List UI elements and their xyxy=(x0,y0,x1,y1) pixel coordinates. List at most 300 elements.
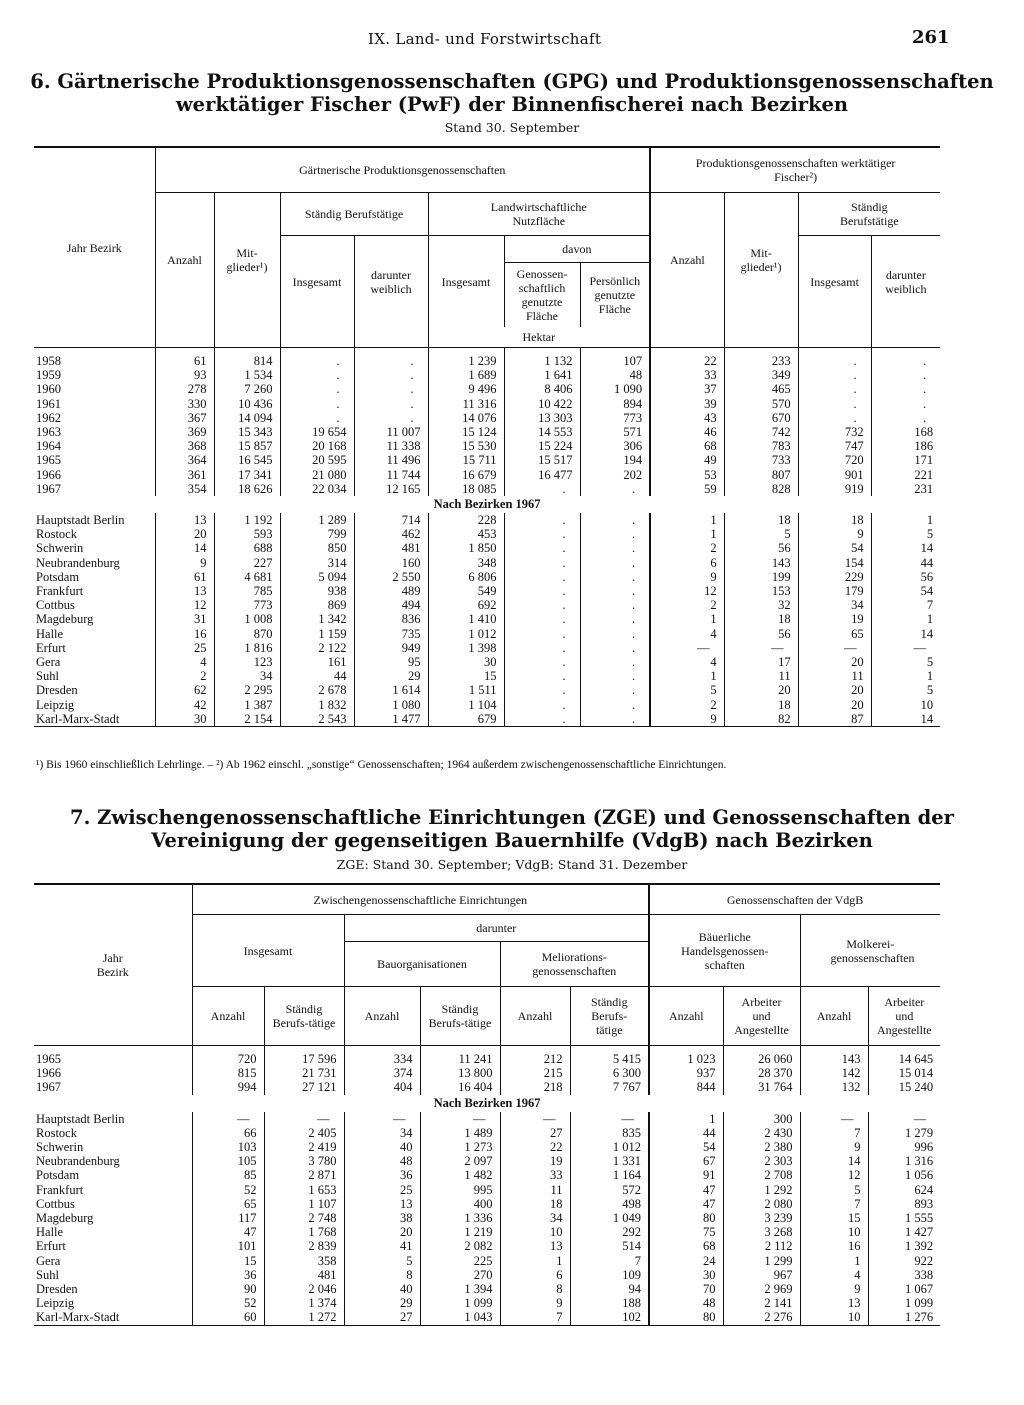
table-row xyxy=(34,1239,940,1253)
table-cell: 733 xyxy=(724,453,798,467)
table-cell: 25 xyxy=(155,641,214,655)
row-label: Rostock xyxy=(36,527,77,542)
table-cell: 922 xyxy=(868,1254,940,1268)
table-cell: 1 xyxy=(650,612,724,626)
table-cell: 65 xyxy=(192,1197,264,1211)
table-cell: 14 645 xyxy=(868,1052,940,1066)
table-cell: 893 xyxy=(868,1197,940,1211)
table-cell: 17 596 xyxy=(264,1052,344,1066)
table6 xyxy=(34,146,940,727)
table-cell: 2 969 xyxy=(723,1282,800,1296)
table-cell: 10 436 xyxy=(214,397,280,411)
table-cell: 5 xyxy=(344,1254,420,1268)
table-cell: 870 xyxy=(214,627,280,641)
table7-subtitle: ZGE: Stand 30. September; VdgB: Stand 31. Dezember xyxy=(336,857,688,872)
table-cell: 1 xyxy=(650,669,724,683)
table-cell: 9 xyxy=(800,1140,868,1154)
table-cell: 5 xyxy=(724,527,798,541)
table-cell: — xyxy=(570,1112,649,1126)
table-cell: 47 xyxy=(192,1225,264,1239)
table-cell: 82 xyxy=(724,712,798,727)
table-cell: 11 xyxy=(798,669,871,683)
table-row xyxy=(34,541,940,555)
table-cell: 1 336 xyxy=(420,1211,500,1225)
table-cell: 15 530 xyxy=(428,439,504,453)
table-cell: 367 xyxy=(155,411,214,425)
table-cell: 13 xyxy=(155,584,214,598)
table-cell: — xyxy=(264,1112,344,1126)
table-cell: 773 xyxy=(580,411,650,425)
table-cell: 143 xyxy=(800,1052,868,1066)
table7-title-line2: Vereinigung der gegenseitigen Bauernhilfe (VdgB) nach Bezirken xyxy=(151,829,873,852)
table-row xyxy=(34,453,940,467)
table-cell: 33 xyxy=(650,368,724,382)
table-cell: 142 xyxy=(800,1066,868,1080)
t7-head-handel-arbeiter: Arbeiter und Angestellte xyxy=(723,987,800,1046)
table-cell: . xyxy=(580,527,650,541)
row-label: Suhl xyxy=(36,669,59,684)
table-cell: 52 xyxy=(192,1296,264,1310)
table-cell: 11 496 xyxy=(354,453,428,467)
table-cell: 20 xyxy=(344,1225,420,1239)
table-cell: 453 xyxy=(428,527,504,541)
t6-head-davon: davon xyxy=(504,236,650,263)
table-cell: 1 xyxy=(871,612,940,626)
table-row xyxy=(34,1080,940,1094)
table-cell: 18 xyxy=(724,513,798,527)
table-cell: 19 xyxy=(798,612,871,626)
row-label: Halle xyxy=(36,626,64,641)
t7-head-anzahl: Anzahl xyxy=(192,987,264,1046)
table-cell: 29 xyxy=(354,669,428,683)
table-cell: . xyxy=(580,513,650,527)
row-label: Dresden xyxy=(36,1282,78,1297)
table-cell: 161 xyxy=(280,655,354,669)
row-label: Potsdam xyxy=(36,1168,80,1183)
table-cell: 2 112 xyxy=(723,1239,800,1253)
table-cell: 40 xyxy=(344,1140,420,1154)
table-cell: 1 049 xyxy=(570,1211,649,1225)
row-label: Rostock xyxy=(36,1125,77,1140)
table-row xyxy=(34,382,940,396)
table-cell: . xyxy=(580,698,650,712)
table-cell: 7 xyxy=(500,1310,570,1325)
table-cell: 368 xyxy=(155,439,214,453)
table-cell: 20 xyxy=(155,527,214,541)
table-cell: 52 xyxy=(192,1183,264,1197)
table-row xyxy=(34,482,940,496)
table-cell: 179 xyxy=(798,584,871,598)
table-cell: 229 xyxy=(798,570,871,584)
table-cell: 5 094 xyxy=(280,570,354,584)
section-heading: Nach Bezirken 1967 xyxy=(433,1096,541,1110)
table-row xyxy=(34,641,940,655)
table-cell: 194 xyxy=(580,453,650,467)
table-cell: 1 219 xyxy=(420,1225,500,1239)
table-row xyxy=(34,1282,940,1296)
table-cell: 5 415 xyxy=(570,1052,649,1066)
table-cell: 334 xyxy=(344,1052,420,1066)
table-row xyxy=(34,354,940,368)
t7-head-molk-arbeiter: Arbeiter und Angestellte xyxy=(868,987,940,1046)
table-cell: 5 xyxy=(871,683,940,697)
table-cell: 10 xyxy=(800,1310,868,1325)
table-cell: . xyxy=(580,570,650,584)
table-cell: 5 xyxy=(871,527,940,541)
table-cell: 34 xyxy=(344,1126,420,1140)
table-cell: 9 496 xyxy=(428,382,504,396)
table-row xyxy=(34,584,940,598)
table-cell: 15 014 xyxy=(868,1066,940,1080)
table-cell: 13 303 xyxy=(504,411,580,425)
table-cell: 16 xyxy=(155,627,214,641)
table-cell: 714 xyxy=(354,513,428,527)
table-cell: 15 xyxy=(800,1211,868,1225)
table-cell: 1 342 xyxy=(280,612,354,626)
table-cell: 44 xyxy=(280,669,354,683)
t6-head-pwf: Produktionsgenossenschaften werktätiger Fischer²) xyxy=(650,147,940,193)
table-cell: 8 xyxy=(500,1282,570,1296)
table-cell: . xyxy=(871,397,940,411)
table-cell: 143 xyxy=(724,556,798,570)
table-cell: 218 xyxy=(500,1080,570,1094)
table-cell: 13 xyxy=(155,513,214,527)
table-row xyxy=(34,1254,940,1268)
row-label: Magdeburg xyxy=(36,1211,94,1226)
table-cell: 14 xyxy=(155,541,214,555)
table-cell: 61 xyxy=(155,570,214,584)
table-cell: 11 007 xyxy=(354,425,428,439)
table-cell: 2 082 xyxy=(420,1239,500,1253)
table-cell: 18 xyxy=(798,513,871,527)
section-title: IX. Land- und Forstwirtschaft xyxy=(368,30,602,48)
table-cell: 679 xyxy=(428,712,504,727)
table-row xyxy=(34,1168,940,1182)
table-cell: 514 xyxy=(570,1239,649,1253)
table-cell: 2 550 xyxy=(354,570,428,584)
table-cell: 18 xyxy=(500,1197,570,1211)
table-cell: 4 xyxy=(650,627,724,641)
table7-title-line1: 7. Zwischengenossenschaftliche Einrichtungen (ZGE) und Genossenschaften der xyxy=(70,806,954,829)
row-label: Erfurt xyxy=(36,640,66,655)
table-cell: 154 xyxy=(798,556,871,570)
table-cell: 2 839 xyxy=(264,1239,344,1253)
table-cell: 14 553 xyxy=(504,425,580,439)
row-label: 1962 xyxy=(36,410,61,425)
table-cell: 348 xyxy=(428,556,504,570)
table-cell: . xyxy=(504,612,580,626)
table-cell: 75 xyxy=(649,1225,723,1239)
table-cell: . xyxy=(504,541,580,555)
table-cell: 919 xyxy=(798,482,871,496)
table-cell: 16 477 xyxy=(504,468,580,482)
table-row xyxy=(34,1066,940,1080)
table-cell: 9 xyxy=(800,1282,868,1296)
table-row xyxy=(34,468,940,482)
table-cell: 2 871 xyxy=(264,1168,344,1182)
table-cell: 40 xyxy=(344,1282,420,1296)
table-cell: 9 xyxy=(155,556,214,570)
table-cell: 1 xyxy=(500,1254,570,1268)
table-cell: 14 094 xyxy=(214,411,280,425)
t6-head-hektar: Hektar xyxy=(428,327,650,348)
table-cell: 4 xyxy=(650,655,724,669)
table-cell: 68 xyxy=(649,1239,723,1253)
t6-head-anzahl: Anzahl xyxy=(155,193,214,328)
table-cell: 70 xyxy=(649,1282,723,1296)
table-cell: 1 555 xyxy=(868,1211,940,1225)
table-cell: 785 xyxy=(214,584,280,598)
table-cell: 9 xyxy=(500,1296,570,1310)
row-label: 1963 xyxy=(36,425,61,440)
table-cell: 4 681 xyxy=(214,570,280,584)
row-label: Cottbus xyxy=(36,1196,75,1211)
table-cell: 292 xyxy=(570,1225,649,1239)
table-cell: 1 410 xyxy=(428,612,504,626)
table-cell: — xyxy=(798,641,871,655)
table-cell: 12 xyxy=(800,1168,868,1182)
table-cell: 688 xyxy=(214,541,280,555)
table-cell: 1 387 xyxy=(214,698,280,712)
table-cell: — xyxy=(650,641,724,655)
table-cell: 9 xyxy=(798,527,871,541)
table-cell: 994 xyxy=(192,1080,264,1094)
table-cell: 1 614 xyxy=(354,683,428,697)
table-cell: 233 xyxy=(724,354,798,368)
table-cell: 869 xyxy=(280,598,354,612)
table-cell: 47 xyxy=(649,1197,723,1211)
t7-head-vdgb: Genossenschaften der VdgB xyxy=(649,884,940,915)
table-cell: 107 xyxy=(580,354,650,368)
table-cell: 93 xyxy=(155,368,214,382)
table-cell: 95 xyxy=(354,655,428,669)
table-cell: 103 xyxy=(192,1140,264,1154)
table-cell: 15 517 xyxy=(504,453,580,467)
row-label: Karl-Marx-Stadt xyxy=(34,1310,192,1325)
table-cell: — xyxy=(800,1112,868,1126)
table-cell: 227 xyxy=(214,556,280,570)
table-cell: . xyxy=(504,527,580,541)
table-cell: 186 xyxy=(871,439,940,453)
table-cell: 7 xyxy=(570,1254,649,1268)
table-cell: 19 xyxy=(500,1154,570,1168)
table-cell: — xyxy=(500,1112,570,1126)
t6-head-genoss: Genossen-schaftlich genutzte Fläche xyxy=(504,263,580,328)
table-row xyxy=(34,1310,940,1325)
table-cell: 358 xyxy=(264,1254,344,1268)
table-cell: . xyxy=(580,612,650,626)
table-cell: 94 xyxy=(570,1282,649,1296)
table-cell: 15 xyxy=(192,1254,264,1268)
table-cell: 28 370 xyxy=(723,1066,800,1080)
table-cell: 105 xyxy=(192,1154,264,1168)
table-cell: 101 xyxy=(192,1239,264,1253)
table-row xyxy=(34,612,940,626)
table-cell: 1 641 xyxy=(504,368,580,382)
table-cell: 3 268 xyxy=(723,1225,800,1239)
table-cell: . xyxy=(504,627,580,641)
page-number: 261 xyxy=(912,27,950,48)
table-cell: 91 xyxy=(649,1168,723,1182)
table-cell: 1 023 xyxy=(649,1052,723,1066)
table-cell: 85 xyxy=(192,1168,264,1182)
table-cell: 2 678 xyxy=(280,683,354,697)
table-cell: 720 xyxy=(192,1052,264,1066)
table-cell: 31 xyxy=(155,612,214,626)
table-cell: . xyxy=(580,655,650,669)
table-cell: . xyxy=(580,598,650,612)
table-cell: 56 xyxy=(871,570,940,584)
table-cell: 11 xyxy=(724,669,798,683)
table-cell: 571 xyxy=(580,425,650,439)
table-row xyxy=(34,411,940,425)
table-cell: . xyxy=(504,712,580,727)
table-cell: 572 xyxy=(570,1183,649,1197)
row-label: Halle xyxy=(36,1225,64,1240)
t6-head-lnf: Landwirtschaftliche Nutzfläche xyxy=(428,193,650,236)
table-cell: 22 xyxy=(500,1140,570,1154)
table-row xyxy=(34,556,940,570)
table-cell: 1 099 xyxy=(868,1296,940,1310)
table-row xyxy=(34,712,940,727)
table-cell: 43 xyxy=(650,411,724,425)
table-cell: . xyxy=(798,397,871,411)
table-row xyxy=(34,1052,940,1066)
table-cell: 15 711 xyxy=(428,453,504,467)
table-cell: . xyxy=(504,641,580,655)
table-cell: . xyxy=(580,584,650,598)
table-cell: 27 xyxy=(500,1126,570,1140)
row-label: Gera xyxy=(36,1253,61,1268)
table-cell: 783 xyxy=(724,439,798,453)
table-cell: 16 679 xyxy=(428,468,504,482)
table-cell: 2 046 xyxy=(264,1282,344,1296)
row-label: Neubrandenburg xyxy=(36,555,120,570)
t6-head-mitglieder: Mit-glieder¹) xyxy=(214,193,280,328)
table-cell: 44 xyxy=(649,1126,723,1140)
table-cell: 850 xyxy=(280,541,354,555)
table-row xyxy=(34,669,940,683)
table-cell: 670 xyxy=(724,411,798,425)
table-cell: 20 168 xyxy=(280,439,354,453)
table-cell: 1 107 xyxy=(264,1197,344,1211)
t7-head-handel-anzahl: Anzahl xyxy=(649,987,723,1046)
table-cell: . xyxy=(580,541,650,555)
table-cell: 498 xyxy=(570,1197,649,1211)
table-cell: 894 xyxy=(580,397,650,411)
t6-head-weiblich: darunter weiblich xyxy=(354,236,428,328)
table-cell: 39 xyxy=(650,397,724,411)
table-cell: 41 xyxy=(344,1239,420,1253)
table6-subtitle: Stand 30. September xyxy=(444,120,580,135)
row-label: Karl-Marx-Stadt xyxy=(34,712,155,727)
table-cell: 1 394 xyxy=(420,1282,500,1296)
table-cell: — xyxy=(724,641,798,655)
table-cell: 2 141 xyxy=(723,1296,800,1310)
row-label: 1966 xyxy=(36,467,61,482)
table-cell: 212 xyxy=(500,1052,570,1066)
table-cell: 20 xyxy=(798,698,871,712)
table-cell: 1 099 xyxy=(420,1296,500,1310)
table-cell: 11 744 xyxy=(354,468,428,482)
table-row xyxy=(34,683,940,697)
table-cell: 1 xyxy=(871,513,940,527)
table-cell: 2 380 xyxy=(723,1140,800,1154)
table-cell: 369 xyxy=(155,425,214,439)
table-cell: 6 300 xyxy=(570,1066,649,1080)
table-row xyxy=(34,1112,940,1126)
table-cell: . xyxy=(871,354,940,368)
table-cell: 270 xyxy=(420,1268,500,1282)
table-cell: 338 xyxy=(868,1268,940,1282)
table-cell: 56 xyxy=(724,541,798,555)
table-cell: 593 xyxy=(214,527,280,541)
table-row xyxy=(34,698,940,712)
table-cell: 15 240 xyxy=(868,1080,940,1094)
table-cell: . xyxy=(354,411,428,425)
table-cell: 2 295 xyxy=(214,683,280,697)
row-label: 1967 xyxy=(36,1080,61,1095)
table-cell: 25 xyxy=(344,1183,420,1197)
table-cell: 54 xyxy=(871,584,940,598)
table-cell: 2 276 xyxy=(723,1310,800,1325)
table-cell: 1 272 xyxy=(264,1310,344,1325)
table-cell: 30 xyxy=(155,712,214,727)
table-cell: 117 xyxy=(192,1211,264,1225)
t7-head-mel-anzahl: Anzahl xyxy=(500,987,570,1046)
table-cell: 1 080 xyxy=(354,698,428,712)
table-cell: 7 767 xyxy=(570,1080,649,1094)
table-cell: 61 xyxy=(155,354,214,368)
row-label: 1964 xyxy=(36,439,61,454)
table-cell: 1 164 xyxy=(570,1168,649,1182)
table-cell: 2 419 xyxy=(264,1140,344,1154)
table-cell: 33 xyxy=(500,1168,570,1182)
t6-head-rowlabel: Jahr Bezirk xyxy=(34,147,155,348)
table-cell: 1 427 xyxy=(868,1225,940,1239)
t6-head-persoen: Persönlich genutzte Fläche xyxy=(580,263,650,328)
table-cell: 7 xyxy=(800,1126,868,1140)
table-cell: 228 xyxy=(428,513,504,527)
table-cell: 2 543 xyxy=(280,712,354,727)
table-cell: 1 xyxy=(871,669,940,683)
table-row xyxy=(34,439,940,453)
table-cell: 20 xyxy=(724,683,798,697)
table-row xyxy=(34,527,940,541)
table-cell: 1 xyxy=(650,513,724,527)
table-cell: 27 121 xyxy=(264,1080,344,1094)
table-cell: 1 276 xyxy=(868,1310,940,1325)
table-cell: 11 338 xyxy=(354,439,428,453)
row-label: Leipzig xyxy=(36,1296,75,1311)
table-row xyxy=(34,397,940,411)
table-cell: 1 192 xyxy=(214,513,280,527)
table-cell: 34 xyxy=(798,598,871,612)
table-cell: 2 430 xyxy=(723,1126,800,1140)
table-cell: 10 422 xyxy=(504,397,580,411)
table-cell: 21 080 xyxy=(280,468,354,482)
table-cell: 1 331 xyxy=(570,1154,649,1168)
row-label: 1967 xyxy=(36,481,61,496)
table-cell: 31 764 xyxy=(723,1080,800,1094)
table-cell: 14 xyxy=(800,1154,868,1168)
table-cell: 1 850 xyxy=(428,541,504,555)
table-cell: 67 xyxy=(649,1154,723,1168)
table-cell: — xyxy=(868,1112,940,1126)
table-cell: 1 008 xyxy=(214,612,280,626)
table-cell: 36 xyxy=(192,1268,264,1282)
table-cell: . xyxy=(354,397,428,411)
